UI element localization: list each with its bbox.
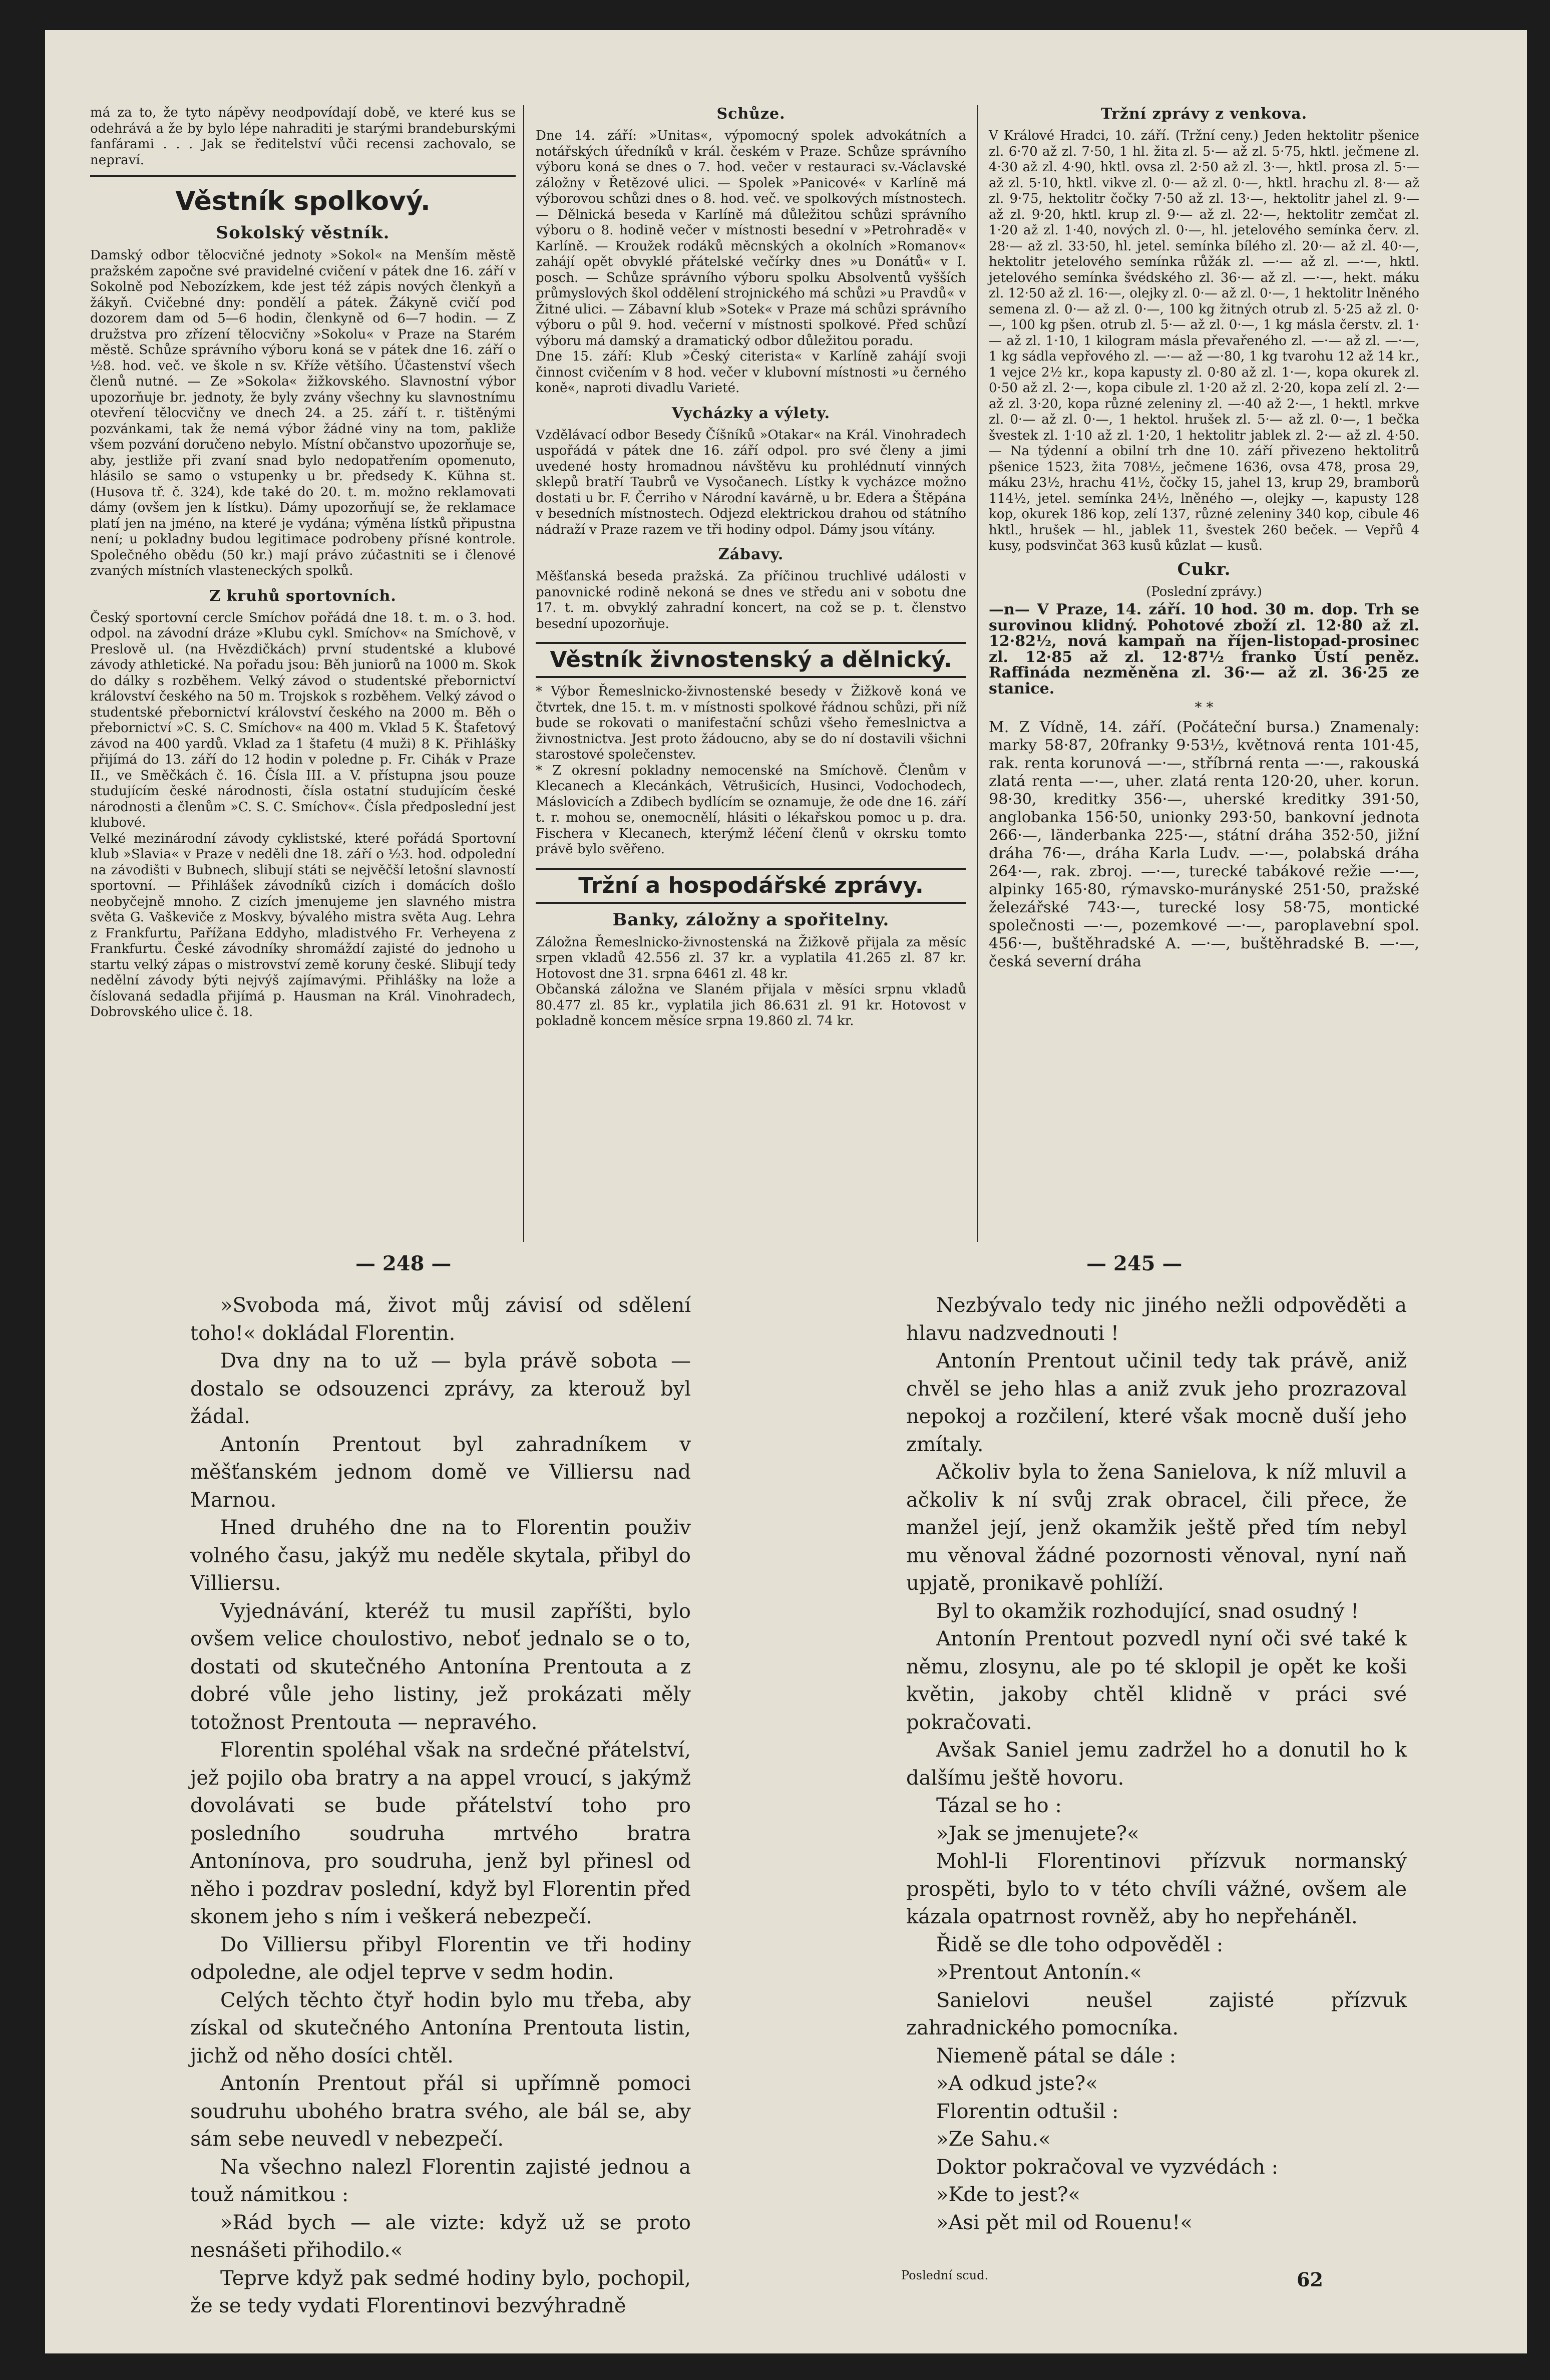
article-text: * Z okresní pokladny nemocenské na Smíchově. Členům v Klecanech a Klecánkách, Větrušicích, Husinci, Vodochodech, Máslovicích a Zdibech bydlícím se oznamuje, že ode dne 16. září t. r. mohou se, onemocnělí, hlásiti o lékařskou pomoc u p. dra. Fischera v Klecanech, kterýmž léčení členů v okrsku tomto právě bylo svěřeno. <box>536 763 966 857</box>
article-text: Měšťanská beseda pražská. Za příčinou truchlivé události v panovnické rodině nekoná se dnes ve středu ani v sobotu dne 17. t. m. obvyklý zahradní koncert, na což se p. t. členstvo besední upozorňuje. <box>536 569 966 631</box>
footer-sheet-number: 62 <box>1297 2268 1323 2291</box>
novel-paragraph: »A odkud jste?« <box>936 2072 1098 2095</box>
novel-paragraph: Florentin odtušil : <box>936 2100 1119 2123</box>
column-rule <box>977 105 978 1242</box>
article-text: Vzdělávací odbor Besedy Číšníků »Otakar« na Král. Vinohradech uspořádá v pátek dne 16. září odpol. pro své členy a jimi uvedené hosty hromadnou návštěvu ku prohlédnutí vinných sklepů bratří Taubrů ve Vysočanech. Lístky k vycházce možno dostati u br. F. Čerriho v Národní kavárně, u br. Edera a Štěpána v besedních místnostech. Odjezd elektrickou drahou od státního nádraží v Praze razem ve tři hodiny odpol. Dámy jsou vítány. <box>536 427 966 537</box>
novel-paragraph: Antonín Prentout pozvedl nyní oči své také k němu, zlosynu, ale po té sklopil je opět ke koši květin, jakoby chtěl klidně v práci své pokračovati. <box>906 1627 1407 1734</box>
novel-paragraph: Byl to okamžik rozhodující, snad osudný ! <box>936 1599 1359 1623</box>
article-text: Dne 15. září: Klub »Český citerista« v Karlíně zahájí svoji činnost cvičením v 8 hod. večer v klubovní místnosti »u černého koně«, naproti divadlu Varieté. <box>536 349 966 396</box>
novel-page-left <box>190 1292 691 2317</box>
novel-paragraph: Antonín Prentout učinil tedy tak právě, aniž chvěl se jeho hlas a aniž zvuk jeho prozrazoval nepokoj a rozčilení, které však mocně duší jeho zmítaly. <box>906 1349 1407 1456</box>
meetings-title: Schůze. <box>716 105 786 123</box>
article-text: Damský odbor tělocvičné jednoty »Sokol« na Menším městě pražském započne své pravidelné cvičení v pátek dne 16. září v Sokolně pod Nebozízkem, kde jest též zápis nových členkyň a žákyň. Cvičebné dny: pondělí a pátek. Žákyně cvičí pod dozorem dam od 5—6 hodin, členkyně od 6—7 hodin. — Z družstva pro zřízení tělocvičny »Sokolu« v Praze na Starém městě. Schůze správního výboru koná se v pátek dne 16. září o ½8. hod. več. ve škole n sv. Kříže většího. Účastenství všech členů nutné. — Ze »Sokola« žižkovského. Slavnostní výbor upozorňuje br. jednoty, že byly zvány všechny ku slavnostnímu otevření tělocvičny ve dnech 24. a 25. září t. r. tištěnými pozvánkami, tak že nemá výbor žádné viny na tom, pakliže všem pozvání doručeno nebylo. Místní občanstvo upozorňuje se, aby, jestliže při zvaní snad bylo nedopatřením opomenuto, hlásilo se samo o vstupenky u br. předsedy K. Kühna st. (Husova tř. č. 324), kde také do 20. t. m. možno reklamovati dámy (ovšem jen k lístku). Dámy upozorňují se, že reklamace platí jen na jméno, na které je vydána; výměna lístků připustna není; u pokladny budou legitimace podrobeny přísné kontrole. Společného obědu (50 kr.) mají právo zúčastniti se i členové zvaných místních vlasteneckých spolků. <box>90 248 516 578</box>
column-2 <box>536 105 966 1247</box>
article-text: * Výbor Řemeslnicko-živnostenské besedy v Žižkově koná ve čtvrtek, dne 15. t. m. v místnosti spolkové řádnou schůzi, při níž bude se rokovati o manifestační schůzi všeho řemeslnictva a živnostnictva. Jest proto žádoucno, aby se do ní dostavili všichni starostové společenstev. <box>536 684 966 762</box>
trips-title: Vycházky a výlety. <box>671 404 831 422</box>
separator-stars: * * <box>1195 699 1214 716</box>
novel-paragraph: Doktor pokračoval ve vyzvédách : <box>936 2155 1279 2179</box>
section-divider <box>90 175 516 177</box>
sugar-report: —n— V Praze, 14. září. 10 hod. 30 m. dop. Trh se surovinou klidný. Pohotové zboží zl. 12·80 až zl. 12·82½, nová kampaň na říjen-listopad-prosinec zl. 12·85 až zl. 12·87½ franko Ústí peněz. Raffináda nezměněna zl. 36·— až zl. 36·25 ze stanice. <box>989 601 1419 698</box>
footer-label: Poslední scud. <box>901 2268 989 2282</box>
market-title: Tržní zprávy z venkova. <box>1100 105 1308 123</box>
novel-paragraph: Nezbývalo tedy nic jiného nežli odpověděti a hlavu nadzvednouti ! <box>906 1294 1407 1345</box>
novel-paragraph: Mohl-li Florentinovi přízvuk normanský prospěti, bylo to v této chvíli vážné, ovšem ale kázala opatrnost rovněž, aby ho nepřeháněl. <box>906 1850 1407 1928</box>
novel-paragraph: »Rád bych — ale vizte: když už se proto nesnášeti přihodilo.« <box>190 2211 691 2262</box>
novel-paragraph: »Svoboda má, život můj závisí od sdělení toho!« dokládal Florentin. <box>190 1294 691 1345</box>
article-text: Občanská záložna ve Slaném přijala v měsíci srpnu vkladů 80.477 zl. 85 kr., vyplatila jich 86.631 zl. 91 kr. Hotovost v pokladně koncem měsíce srpna 19.860 zl. 74 kr. <box>536 982 966 1029</box>
intro-text: má za to, že tyto nápěvy neodpovídají době, ve které kus se odehrává a že by bylo lépe nahraditi je starými brandeburskými fanfárami . . . Jak se ředitelství vůči recensi zachovalo, se nepraví. <box>90 105 516 168</box>
banks-title: Banky, záložny a spořitelny. <box>612 909 890 930</box>
trade-banner: Věstník živnostenský a dělnický. <box>536 642 966 678</box>
novel-paragraph: Tázal se ho : <box>936 1794 1062 1817</box>
section-title: Věstník spolkový. <box>175 186 431 216</box>
novel-paragraph: Teprve když pak sedmé hodiny bylo, pochopil, že se tedy vydati Florentinovi bezvýhradně <box>190 2266 691 2317</box>
novel-paragraph: Antonín Prentout přál si upřímně pomoci soudruhu ubohého bratra svého, ale bál se, aby sám sebe neuvedl v nebezpečí. <box>190 2072 691 2151</box>
novel-paragraph: Sanielovi neušel zajisté přízvuk zahradnického pomocníka. <box>906 1988 1407 2039</box>
sugar-title: Cukr. <box>1177 559 1231 579</box>
novel-paragraph: »Prentout Antonín.« <box>936 1961 1142 1984</box>
novel-paragraph: »Jak se jmenujete?« <box>936 1822 1139 1845</box>
entertainment-title: Zábavy. <box>718 546 784 563</box>
article-text: Velké mezinárodní závody cyklistské, které pořádá Sportovní klub »Slavia« v Praze v neděli dne 18. září o ½3. hod. odpolední na závodišti v Bubnech, slibují státi se nejvěčší letošní slavností sportovní. — Přihlášek závodníků cizích i domácích došlo neobyčejně mnoho. Z cizích jmenujeme jen slavného mistra světa G. Vaškeviče z Moskvy, bývalého mistra světa Aug. Lehra z Frankfurtu, Pařížana Eddyho, mladistvého Fr. Verheyena z Frankfurtu. České závodníky shromáždí zajisté do jednoho u startu velký zápas o mistrovství země koruny české. Slibují tedy nedělní závody býti nejvýš zajímavými. Přihlášky na lože a číslovaná sedadla přijímá p. Hausman na Král. Vinohradech, Dobrovského ulice č. 18. <box>90 831 516 1019</box>
novel-paragraph: Hned druhého dne na to Florentin použiv volného času, jakýž mu neděle skytala, přibyl do Villiersu. <box>190 1516 691 1595</box>
novel-paragraph: Florentin spoléhal však na srdečné přátelství, jež pojilo oba bratry a na appel vroucí, s jakýmž dovolávati se bude přátelství toho pro posledního soudruha mrtvého bratra Antonínova, pro soudruha, jenž byl přinesl od něho i pozdrav poslední, když byl Florentin před skonem jeho s ním i veškerá nebezpečí. <box>190 1739 691 1928</box>
column-1 <box>90 105 516 1247</box>
novel-paragraph: Ačkoliv byla to žena Sanielova, k níž mluvil a ačkoliv k ní svůj zrak obracel, čili přece, že manžel její, jenž okamžik ještě před tím nebyl mu věnoval žádné pozornosti věnoval, nyní naň upjatě, pronikavě pohlíží. <box>906 1461 1407 1595</box>
novel-paragraph: Dva dny na to už — byla právě sobota — dostalo se odsouzenci zprávy, za kterouž byl žádal. <box>190 1349 691 1428</box>
novel-paragraph: Řidě se dle toho odpověděl : <box>936 1933 1224 1956</box>
sport-title: Z kruhů sportovních. <box>209 587 397 605</box>
page-number-right: — 245 — <box>1086 1252 1183 1275</box>
column-rule <box>523 105 524 1242</box>
sub-title: Sokolský věstník. <box>216 223 390 243</box>
novel-paragraph: Celých těchto čtyř hodin bylo mu třeba, aby získal od skutečného Antonína Prentouta listin, jichž od něho dosíci chtěl. <box>190 1988 691 2068</box>
article-text: Český sportovní cercle Smíchov pořádá dne 18. t. m. o 3. hod. odpol. na závodní dráze »Klubu cykl. Smíchov« na Smíchově, v Preslově ul. (na Hvězdičkách) první studentské a klubové závody athletické. Na pořadu jsou: Běh juniorů na 1000 m. Skok do dálky s rozběhem. Velký závod o studentské přebornictví království českého na 50 m. Trojskok s rozběhem. Velký závod o studentské přebornictví království českého na 2000 m. Běh o přebornictví »C. S. C. Smíchov« na 400 m. Vklad 5 K. Štafetový závod na 400 yardů. Vklad za 1 štafetu (4 muži) 8 K. Přihlášky přijímá do 13. září do 12 hodin v poledne p. Fr. Cihák v Praze II., ve Směčkách č. 16. Čísla III. a V. přístupna jsou pouze studujícím české národnosti, čísla ostatní studujícím české národnosti a členům »C. S. C. Smíchov«. Čísla předposlední jest klubové. <box>90 610 516 830</box>
article-text: Dne 14. září: »Unitas«, výpomocný spolek advokátních a notářských úředníků v král. českém v Praze. Schůze správního výboru koná se dnes o 7. hod. večer v restauraci sv.-Václavské záložny v Řetězové ulici. — Spolek »Panicové« v Karlíně má výborovou schůzi dnes o 8. hod. več. ve spolkových místnostech. — Dělnická beseda v Karlíně má důležitou schůzi správního výboru o 8. hodině večer v místnosti besední v »Petrohradě« v Karlíně. — Kroužek rodáků měcnských a okolních »Romanov« zahájí opět obvyklé přátelské večírky dnes »u Donátů« v I. posch. — Schůze správního výboru spolku Absolventů vyšších průmyslových škol oddělení strojnického má schůzi »u Pravdů« v Žitné ulici. — Zábavní klub »Sotek« v Praze má schůzi správního výboru o půl 9. hod. večerní v místnosti spolkové. Před schůzí výboru má damský a dramatický odbor důležitou poradu. <box>536 128 966 349</box>
article-text: Záložna Řemeslnicko-živnostenská na Žižkově přijala za měsíc srpen vkladů 42.556 zl. 37 kr. a vyplatila 41.265 zl. 87 kr. Hotovost dne 31. srpna 6461 zl. 48 kr. <box>536 934 966 981</box>
sugar-subtitle: (Poslední zprávy.) <box>1146 584 1262 599</box>
exchange-report: M. Z Vídně, 14. září. (Počáteční bursa.) Znamenaly: marky 58·87, 20franky 9·53½, květnová renta 101·45, rak. renta korunová —·—, stříbrná renta —·—, rakouská zlatá renta —·—, uher. zlatá renta 120·20, uher. korun. 98·30, kreditky 356·—, uherské kreditky 391·50, anglobanka 156·50, unionky 293·50, bankovní jednota 266·—, länderbanka 225·—, státní dráha 352·50, jižní dráha 76·—, dráha Karla Ludv. —·—, polabská dráha 264·—, rak. zbroj. —·—, turecké tabákové režie —·—, alpinky 165·80, rýmavsko-murányské 251·50, pražské železářské 743·—, turecké losy 58·75, montické společnosti —·—, pozemkové —·—, paroplavební spol. 456·—, buštěhradské A. —·—, buštěhradské B. —·—, česká severní dráha <box>989 718 1419 970</box>
novel-paragraph: Vyjednávání, kteréž tu musil zapříšti, bylo ovšem velice choulostivo, neboť jednalo se o to, dostati od skutečného Antonína Prentouta a z dobré vůle jeho listiny, jež prokázati měly totožnost Prentouta — nepravého. <box>190 1599 691 1734</box>
novel-page-right <box>906 1292 1407 2288</box>
novel-paragraph: Do Villiersu přibyl Florentin ve tři hodiny odpoledne, ale odjel teprve v sedm hodin. <box>190 1933 691 1984</box>
novel-paragraph: Antonín Prentout byl zahradníkem v měšťanském jednom domě ve Villiersu nad Marnou. <box>190 1433 691 1512</box>
economy-banner: Tržní a hospodářské zprávy. <box>536 868 966 904</box>
newspaper-page <box>45 30 1527 2353</box>
novel-paragraph: Avšak Saniel jemu zadržel ho a donutil ho k dalšímu ještě hovoru. <box>906 1739 1407 1790</box>
novel-paragraph: Niemeně pátal se dále : <box>936 2044 1177 2068</box>
novel-paragraph: »Kde to jest?« <box>936 2183 1080 2206</box>
article-text: V Králové Hradci, 10. září. (Tržní ceny.) Jeden hektolitr pšenice zl. 6·70 až zl. 7·50, 1 hl. žita zl. 5·— až zl. 5·75, hktl. ječmene zl. 4·30 až zl. 4·90, hktl. ovsa zl. 2·50 až zl. 3·—, hktl. prosa zl. 5·— až zl. 5·10, hktl. vikve zl. 0·— až zl. 0·—, hktl. hrachu zl. 8·— až zl. 9·75, hektolitr čočky 7·50 až zl. 13·—, hektolitr jahel zl. 9·— až zl. 9·20, hktl. krup zl. 9·— až zl. 22·—, hektolitr zemčat zl. 1·20 až zl. 1·40, nových zl. 0·—, hl. jetelového semínka červ. zl. 28·— až zl. 33·50, hl. jetel. semínka bílého zl. 20·— až zl. 40·—, hektolitr jetelového semínka růžák zl. —·— až zl. —·—, hktl. jetelového semínka švédského zl. 36·— až zl. —·—, hekt. máku zl. 12·50 až zl. 16·—, olejky zl. 0·— až zl. 0·—, 1 hektolitr lněného semena zl. 0·— až zl. 0·—, 100 kg žitných otrub zl. 5·25 až zl. 0·—, 100 kg pšen. otrub zl. 5·— až zl. 0·—, 1 kg másla čerstv. zl. 1·— až zl. 1·10, 1 kilogram másla převařeného zl. —·— až zl. —·—, 1 kg sádla vepřového zl. —·— až —·80, 1 kg tvarohu 12 až 14 kr., 1 vejce 2½ kr., kopa kapusty zl. 0·80 až zl. 1·—, kopa okurek zl. 0·50 až zl. 2·—, kopa cibule zl. 1·20 až zl. 2·20, kopa zelí zl. 2·— až zl. 3·20, kopa různé zeleniny zl. —·40 až 2·—, 1 hektl. mrkve zl. 0·— až zl. 0·—, 1 hektol. hrušek zl. 5·— až zl. 0·—, 1 bečka švestek zl. 1·10 až zl. 1·20, 1 hektolitr jablek zl. 2·— až zl. 4·50. — Na týdenní a obilní trh dne 10. září přivezeno hektolitrů pšenice 1523, žita 708½, ječmene 1636, ovsa 478, prosa 29, máku 23½, hrachu 41½, čočky 15, jahel 13, krup 29, bramborů 114½, jetel. semínka 24½, lněného —, olejky —, kapusty 128 kop, okurek 186 kop, zelí 137, různé zeleniny 340 kop, cibule 46 hktl., hrušek — hl., jablek 11, švestek 260 beček. — Vepřů 4 kusy, podsvinčat 363 kusů kůzlat — kusů. <box>989 128 1419 553</box>
novel-paragraph: »Asi pět mil od Rouenu!« <box>936 2211 1193 2234</box>
column-3 <box>989 105 1419 1247</box>
novel-paragraph: Na všechno nalezl Florentin zajisté jednou a touž námitkou : <box>190 2155 691 2206</box>
page-number-left: — 248 — <box>355 1252 452 1275</box>
novel-paragraph: »Ze Sahu.« <box>936 2128 1051 2151</box>
